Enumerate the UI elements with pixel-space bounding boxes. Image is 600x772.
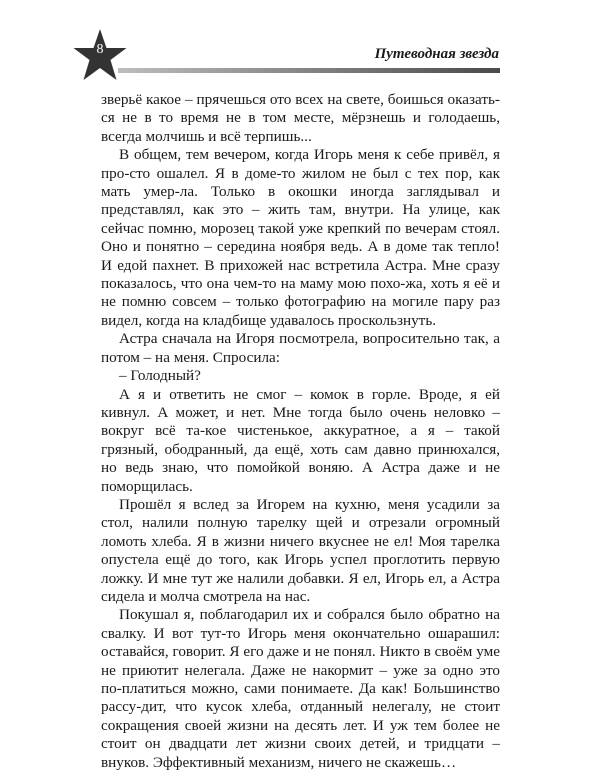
paragraph: Покушал я, поблагодарил их и собрался было обратно на свалку. И вот тут-то Игорь меня окончательно ошарашил: оставайся, говорит. Я его даже и не понял. Никто в своём уме не приютит нелегала. Даже не накормит – уже за одно это по-платиться можно, сами понимаете. Да как! Большинство рассу-дит, что кусок хлеба, отданный нелегалу, не стоит сокращения своей жизни на десять лет. И уж тем более не стоит он двадцати лет жизни своих детей, и тридцати – внуков. Эффективный механизм, ничего не скажешь… (101, 606, 500, 771)
body-text (101, 91, 500, 772)
paragraph: Астра сначала на Игоря посмотрела, вопросительно так, а потом – на меня. Спросила: (101, 330, 500, 366)
page-number: 8 (96, 42, 104, 57)
paragraph: Прошёл я вслед за Игорем на кухню, меня усадили за стол, налили полную тарелку щей и отрезали огромный ломоть хлеба. Я в жизни ничего вкуснее не ел! Моя тарелка опустела ещё до того, как Игорь успел проглотить первую ложку. И мне тут же налили добавки. Я ел, Игорь ел, а Астра сидела и молча смотрела на нас. (101, 495, 500, 605)
paragraph: В общем, тем вечером, когда Игорь меня к себе привёл, я про-сто ошалел. Я в доме-то жилом не был с тех пор, как мать умер-ла. Только в окошки иногда заглядывал и представлял, как это – жить там, внутри. На улице, как сейчас помню, морозец такой уже крепкий по вечерам стоял. Оно и понятно – середина ноября ведь. А в доме так тепло! И едой пахнет. В прихожей нас встретила Астра. Мне сразу показалось, что она чем-то на маму мою похо-жа, хоть я её и не помню совсем – только фотографию на могиле пару раз видел, когда на кладбище удавалось проскользнуть. (101, 146, 500, 329)
paragraph: – Голодный? (119, 367, 201, 385)
paragraph: А я и ответить не смог – комок в горле. Вроде, я ей кивнул. А может, и нет. Мне тогда было очень неловко – вокруг всё та-кое чистенькое, аккуратное, а я – такой грязный, ободранный, да ещё, хоть сам давно принюхался, но ведь знаю, что помойкой воняю. А Астра даже и не поморщилась. (101, 385, 500, 495)
running-title: Путеводная звезда (374, 46, 499, 62)
header-rule (118, 68, 500, 73)
page-header (0, 0, 600, 90)
paragraph: зверьё какое – прячешься ото всех на свете, боишься оказать-ся не в то время не в том месте, мёрзнешь и голодаешь, всегда молчишь и всё терпишь... (101, 91, 500, 145)
